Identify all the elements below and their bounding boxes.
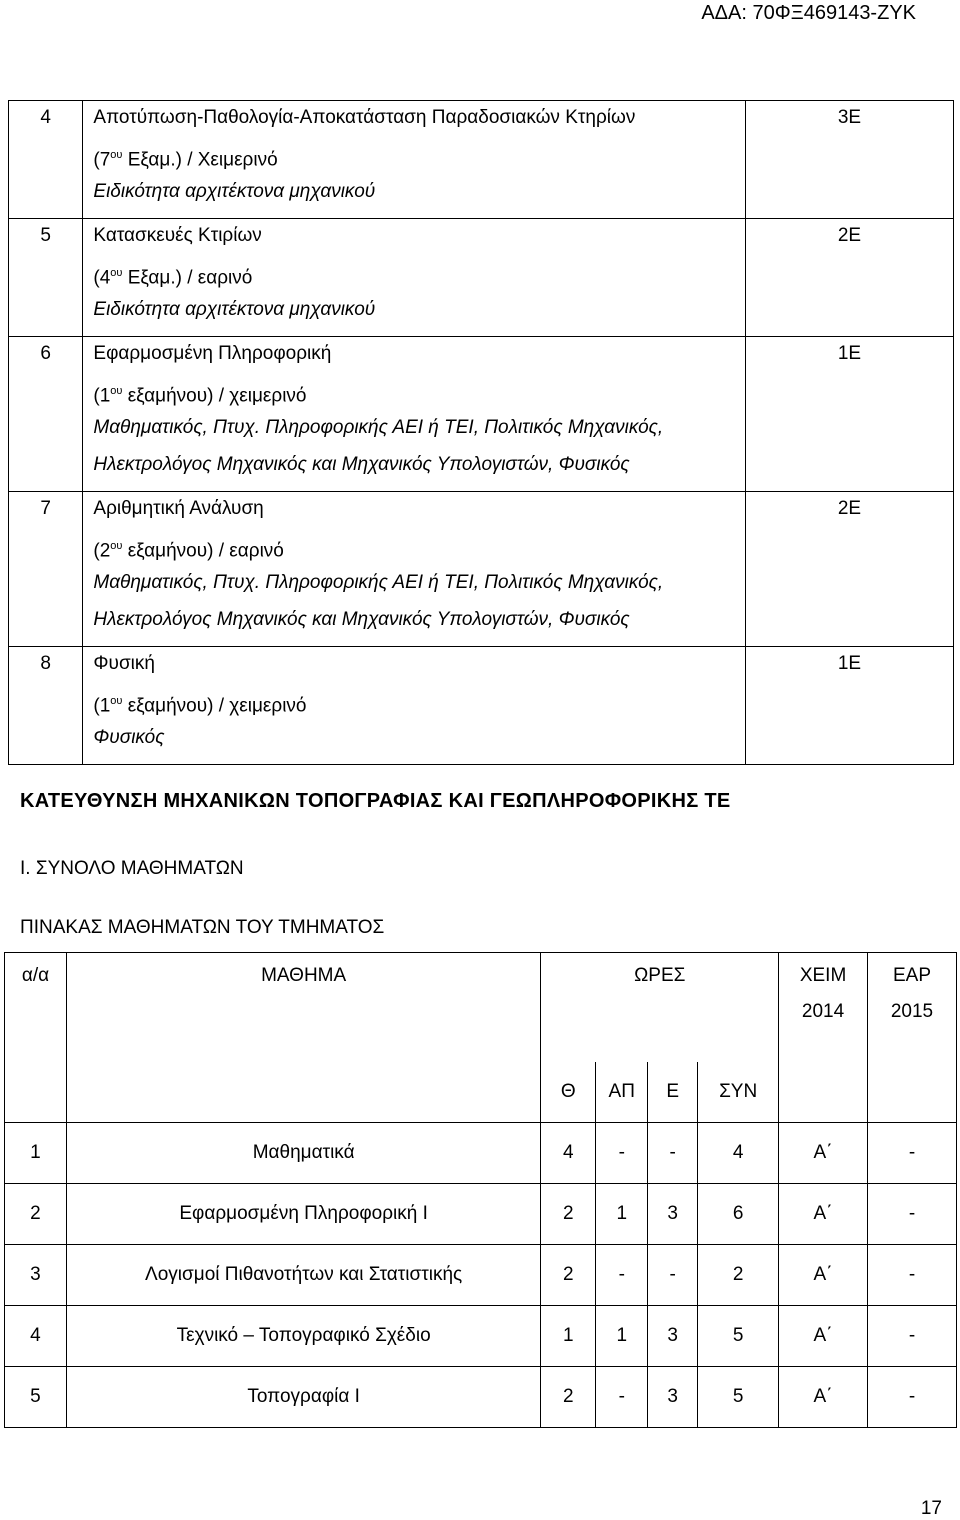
course-row [9,492,954,647]
cell-aa: 5 [5,1367,67,1428]
course-description [83,219,746,337]
header-course-cont [66,1062,540,1123]
header-spring [868,953,957,1063]
course-row [9,101,954,219]
cell-syn: 4 [698,1123,779,1184]
section-heading: ΚΑΤΕΥΘΥΝΣΗ ΜΗΧΑΝΙΚΩΝ ΤΟΠΟΓΡΑΦΙΑΣ ΚΑΙ ΓΕΩΠΛΗΡΟΦΟΡΙΚΗΣ ΤΕ [20,790,731,812]
course-semester-info: ($4^{o\upsilon}$ Εξαμ.) / εαρινό [93,267,253,289]
subheader-th: Θ [541,1062,596,1123]
course-row [9,337,954,492]
header-aa: α/α [5,953,67,1063]
cell-winter: Α΄ [779,1306,868,1367]
course-description [83,337,746,492]
cell-syn: 5 [698,1367,779,1428]
cell-course: Λογισμοί Πιθανοτήτων και Στατιστικής [66,1245,540,1306]
subheader-syn: ΣΥΝ [698,1062,779,1123]
header-spring-year: 2015 [890,1001,934,1022]
header-aa-cont [5,1062,67,1123]
course-title: Κατασκευές Κτιρίων [93,225,262,246]
course-title: Εφαρμοσμένη Πληροφορική [93,343,332,364]
table-row [5,1306,957,1367]
header-winter-year: 2014 [801,1001,845,1022]
page-number: 17 [920,1498,942,1519]
course-semester-info: ($1^{o\upsilon}$ εξαμήνου) / χειμερινό [93,695,307,717]
cell-spring: - [868,1367,957,1428]
table-row [5,1245,957,1306]
cell-ap: 1 [596,1184,648,1245]
course-semester-info: ($7^{o\upsilon}$ Εξαμ.) / Χειμερινό [93,149,278,171]
course-title: Αποτύπωση-Παθολογία-Αποκατάσταση Παραδοσιακών Κτηρίων [93,107,636,128]
cell-aa: 1 [5,1123,67,1184]
cell-course: Τεχνικό – Τοπογραφικό Σχέδιο [66,1306,540,1367]
cell-th: 2 [541,1367,596,1428]
cell-th: 2 [541,1184,596,1245]
header-course: ΜΑΘΗΜΑ [66,953,540,1063]
ada-code: ΑΔΑ: 70ΦΞ469143-ΖΥΚ [701,2,916,24]
cell-winter: Α΄ [779,1184,868,1245]
cell-spring: - [868,1245,957,1306]
cell-winter: Α΄ [779,1245,868,1306]
cell-course: Εφαρμοσμένη Πληροφορική Ι [66,1184,540,1245]
cell-spring: - [868,1306,957,1367]
cell-aa: 3 [5,1245,67,1306]
course-number: 4 [9,101,83,219]
course-semester-code: 2Ε [745,492,953,647]
section-subheading: Ι. ΣΥΝΟΛΟ ΜΑΘΗΜΑΤΩΝ [20,858,244,879]
cell-th: 2 [541,1245,596,1306]
header-winter-cont [779,1062,868,1123]
cell-aa: 2 [5,1184,67,1245]
course-number: 7 [9,492,83,647]
courses-table-continued [8,100,954,765]
specialty-line: Φυσικός [93,727,165,748]
specialty-line: Μαθηματικός, Πτυχ. Πληροφορικής ΑΕΙ ή ΤΕΙ, Πολιτικός Μηχανικός, [93,417,664,438]
subheader-e: Ε [648,1062,698,1123]
cell-th: 1 [541,1306,596,1367]
table-row [5,1123,957,1184]
course-semester-code: 2Ε [745,219,953,337]
table-row [5,1367,957,1428]
cell-ap: 1 [596,1306,648,1367]
cell-e: - [648,1245,698,1306]
header-spring-cont [868,1062,957,1123]
course-title: Αριθμητική Ανάλυση [93,498,264,519]
course-row [9,647,954,765]
cell-winter: Α΄ [779,1367,868,1428]
specialty-line: Ειδικότητα αρχιτέκτονα μηχανικού [93,299,376,320]
cell-spring: - [868,1184,957,1245]
course-semester-info: ($1^{o\upsilon}$ εξαμήνου) / χειμερινό [93,385,307,407]
cell-course: Τοπογραφία Ι [66,1367,540,1428]
cell-ap: - [596,1123,648,1184]
course-semester-info: ($2^{o\upsilon}$ εξαμήνου) / εαρινό [93,540,284,562]
cell-e: 3 [648,1306,698,1367]
cell-ap: - [596,1245,648,1306]
cell-e: 3 [648,1367,698,1428]
course-semester-code: 1Ε [745,647,953,765]
cell-syn: 2 [698,1245,779,1306]
courses-table [4,952,957,1428]
header-winter-label: ΧΕΙΜ [799,965,847,986]
header-winter [779,953,868,1063]
course-number: 8 [9,647,83,765]
course-semester-code: 1Ε [745,337,953,492]
table-row [5,1184,957,1245]
course-semester-code: 3Ε [745,101,953,219]
cell-e: 3 [648,1184,698,1245]
course-row [9,219,954,337]
course-title: Φυσική [93,653,155,674]
specialty-line: Ειδικότητα αρχιτέκτονα μηχανικού [93,181,376,202]
cell-course: Μαθηματικά [66,1123,540,1184]
course-description [83,647,746,765]
table-title: ΠΙΝΑΚΑΣ ΜΑΘΗΜΑΤΩΝ ΤΟΥ ΤΜΗΜΑΤΟΣ [20,917,385,938]
cell-aa: 4 [5,1306,67,1367]
cell-ap: - [596,1367,648,1428]
header-hours: ΩΡΕΣ [541,953,779,1063]
cell-spring: - [868,1123,957,1184]
cell-winter: Α΄ [779,1123,868,1184]
course-description [83,101,746,219]
header-spring-label: ΕΑΡ [892,965,932,986]
cell-syn: 5 [698,1306,779,1367]
subheader-ap: ΑΠ [596,1062,648,1123]
cell-e: - [648,1123,698,1184]
specialty-line: Ηλεκτρολόγος Μηχανικός και Μηχανικός Υπολογιστών, Φυσικός [93,609,630,630]
course-number: 5 [9,219,83,337]
specialty-line: Μαθηματικός, Πτυχ. Πληροφορικής ΑΕΙ ή ΤΕΙ, Πολιτικός Μηχανικός, [93,572,664,593]
cell-th: 4 [541,1123,596,1184]
course-number: 6 [9,337,83,492]
specialty-line: Ηλεκτρολόγος Μηχανικός και Μηχανικός Υπολογιστών, Φυσικός [93,454,630,475]
cell-syn: 6 [698,1184,779,1245]
course-description [83,492,746,647]
